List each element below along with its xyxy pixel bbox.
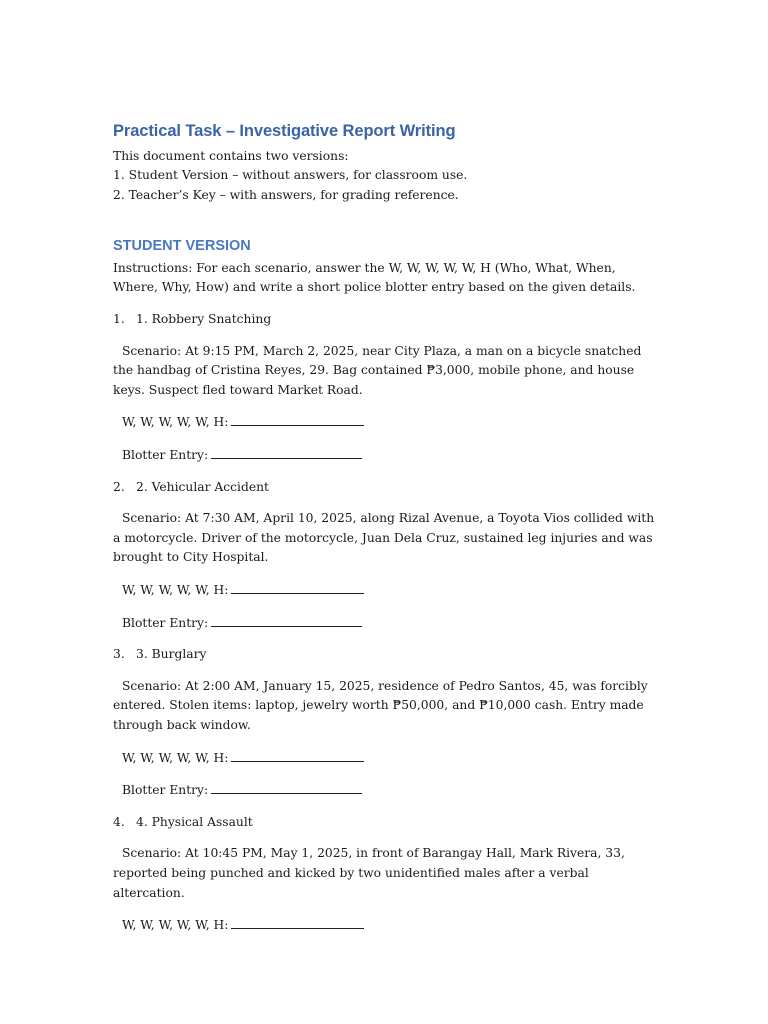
scenario-item <box>113 813 663 936</box>
item-number: 4. <box>113 814 125 829</box>
blotter-label: Blotter Entry: <box>122 615 209 630</box>
wwh-field <box>122 915 663 936</box>
blotter-field <box>122 445 663 466</box>
item-title-text: 4. Physical Assault <box>136 814 253 829</box>
section-heading: STUDENT VERSION <box>113 237 251 254</box>
item-number: 3. <box>113 647 125 662</box>
item-number: 1. <box>113 312 125 327</box>
answer-blank[interactable] <box>231 580 364 594</box>
blotter-label: Blotter Entry: <box>122 783 209 798</box>
blotter-field <box>122 613 663 634</box>
answer-blank[interactable] <box>231 915 364 929</box>
scenario-text: Scenario: At 2:00 AM, January 15, 2025, residence of Pedro Santos, 45, was forcibly entered. Stolen items: laptop, jewelry worth ₱50,000, and ₱10,000 cash. Entry made through back window. <box>113 678 648 732</box>
document-body <box>113 122 663 948</box>
item-title <box>113 310 663 330</box>
scenario-item <box>113 478 663 634</box>
scenario-text: Scenario: At 9:15 PM, March 2, 2025, near City Plaza, a man on a bicycle snatched the handbag of Cristina Reyes, 29. Bag contained ₱3,000, mobile phone, and house keys. Suspect fled toward Market Road. <box>113 343 642 397</box>
scenario-text: Scenario: At 10:45 PM, May 1, 2025, in front of Barangay Hall, Mark Rivera, 33, reported being punched and kicked by two unidentified males after a verbal altercation. <box>113 846 625 900</box>
answer-blank[interactable] <box>211 613 362 627</box>
item-title <box>113 645 663 665</box>
blotter-label: Blotter Entry: <box>122 448 209 463</box>
scenario-item <box>113 310 663 466</box>
item-title <box>113 813 663 833</box>
blotter-field <box>122 780 663 801</box>
item-title-text: 3. Burglary <box>136 647 207 662</box>
answer-blank[interactable] <box>231 748 364 762</box>
answer-blank[interactable] <box>231 412 364 426</box>
answer-blank[interactable] <box>211 780 362 794</box>
wwh-field <box>122 412 663 433</box>
item-title <box>113 478 663 498</box>
wwh-label: W, W, W, W, W, H: <box>122 750 229 765</box>
wwh-field <box>122 580 663 601</box>
wwh-field <box>122 748 663 769</box>
item-title-text: 1. Robbery Snatching <box>136 312 272 327</box>
intro-line: 2. Teacher’s Key – with answers, for grading reference. <box>113 187 459 202</box>
instructions-text: Instructions: For each scenario, answer the W, W, W, W, W, H (Who, What, When, Where, Why, How) and write a short police blotter entry based on the given details. <box>113 260 636 295</box>
scenario-text: Scenario: At 7:30 AM, April 10, 2025, along Rizal Avenue, a Toyota Vios collided with a motorcycle. Driver of the motorcycle, Juan Dela Cruz, sustained leg injuries and was brought to City Hospital. <box>113 511 655 565</box>
scenario-item <box>113 645 663 801</box>
wwh-label: W, W, W, W, W, H: <box>122 415 229 430</box>
intro-line: This document contains two versions: <box>113 149 349 163</box>
item-title-text: 2. Vehicular Accident <box>136 479 269 494</box>
item-number: 2. <box>113 479 125 494</box>
answer-blank[interactable] <box>211 445 362 459</box>
wwh-label: W, W, W, W, W, H: <box>122 583 229 598</box>
wwh-label: W, W, W, W, W, H: <box>122 918 229 933</box>
document-title: Practical Task – Investigative Report Writing <box>113 122 456 140</box>
intro-line: 1. Student Version – without answers, for classroom use. <box>113 168 468 183</box>
